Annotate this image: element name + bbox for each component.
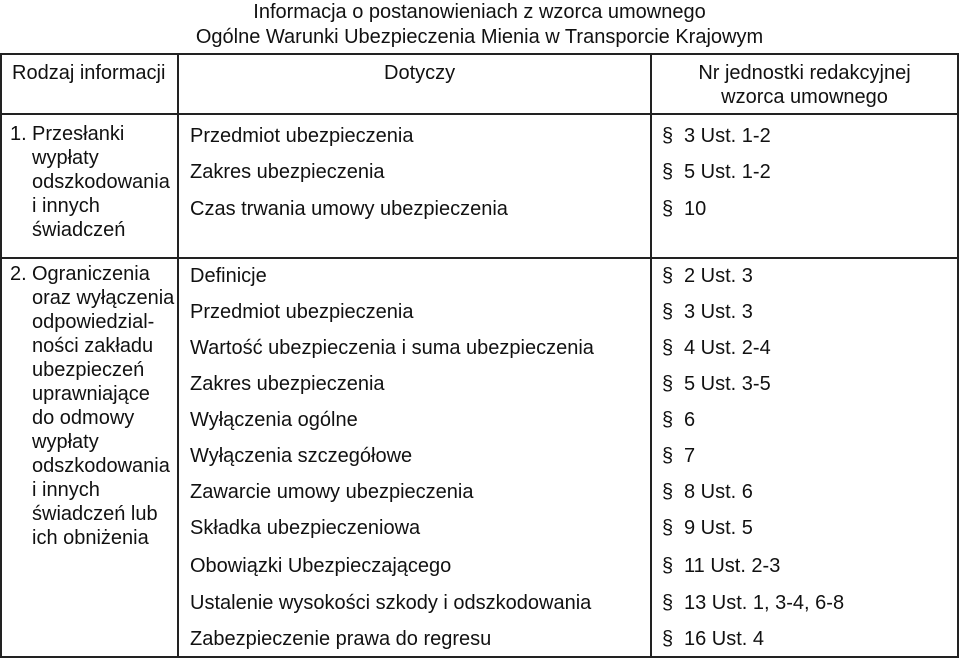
table-top-border <box>0 53 959 55</box>
section1-bottom-border <box>0 257 959 259</box>
section-symbol: § <box>662 265 674 287</box>
section-symbol: § <box>662 592 674 614</box>
category-line: świadczeń lub <box>32 503 158 525</box>
section-symbol: § <box>662 161 674 183</box>
table-left-border <box>0 53 2 658</box>
column-divider-2 <box>650 53 652 658</box>
section-symbol: § <box>662 445 674 467</box>
table-row-label: Zakres ubezpieczenia <box>190 373 385 395</box>
table-row-ref <box>662 627 764 651</box>
category-line: wypłaty <box>32 147 99 169</box>
ref-value: 3 Ust. 1-2 <box>684 125 771 147</box>
category-line: świadczeń <box>32 219 126 241</box>
section-symbol: § <box>662 198 674 220</box>
section-symbol: § <box>662 481 674 503</box>
table-row-label: Wartość ubezpieczenia i suma ubezpieczenia <box>190 337 594 359</box>
category-line: oraz wyłączenia <box>32 287 175 309</box>
ref-value: 11 Ust. 2-3 <box>684 555 781 577</box>
header-rodzaj-informacji: Rodzaj informacji <box>12 62 166 84</box>
table-row-ref <box>662 444 695 468</box>
section-symbol: § <box>662 409 674 431</box>
section-symbol: § <box>662 125 674 147</box>
table-row-ref <box>662 480 753 504</box>
table-row-label: Zakres ubezpieczenia <box>190 161 385 183</box>
table-row-label: Definicje <box>190 265 267 287</box>
ref-value: 10 <box>684 198 707 220</box>
section-symbol: § <box>662 555 674 577</box>
category-line: do odmowy <box>32 407 135 429</box>
category-line: odpowiedzial- <box>32 311 155 333</box>
ref-value: 5 Ust. 1-2 <box>684 161 771 183</box>
category-line: i innych <box>32 195 100 217</box>
ref-value: 4 Ust. 2-4 <box>684 337 771 359</box>
category-line: uprawniające <box>32 383 150 405</box>
header-bottom-border <box>0 113 959 115</box>
header-nr-jednostki-line2: wzorca umownego <box>721 86 888 108</box>
section-symbol: § <box>662 628 674 650</box>
section-symbol: § <box>662 301 674 323</box>
header-nr-jednostki-line1: Nr jednostki redakcyjnej <box>698 62 911 84</box>
category-line: ubezpieczeń <box>32 359 145 381</box>
section-symbol: § <box>662 517 674 539</box>
table-bottom-border <box>0 656 959 658</box>
table-row-label: Przedmiot ubezpieczenia <box>190 125 414 147</box>
category-line: ich obniżenia <box>32 527 149 549</box>
category-line: ności zakładu <box>32 335 154 357</box>
category-line: Przesłanki <box>32 123 125 145</box>
table-row-ref <box>662 408 695 432</box>
table-row-ref <box>662 372 771 396</box>
table-row-label: Ustalenie wysokości szkody i odszkodowania <box>190 592 592 614</box>
table-row-label: Składka ubezpieczeniowa <box>190 517 421 539</box>
ref-value: 7 <box>684 445 696 467</box>
table-row-ref <box>662 516 753 540</box>
table-row-label: Zabezpieczenie prawa do regresu <box>190 628 492 650</box>
document-subtitle: Ogólne Warunki Ubezpieczenia Mienia w Transporcie Krajowym <box>195 26 764 48</box>
ref-value: 5 Ust. 3-5 <box>684 373 771 395</box>
section-symbol: § <box>662 373 674 395</box>
table-row-ref <box>662 160 771 184</box>
category-line: wypłaty <box>32 431 99 453</box>
ref-value: 16 Ust. 4 <box>684 628 765 650</box>
ref-value: 2 Ust. 3 <box>684 265 753 287</box>
ref-value: 3 Ust. 3 <box>684 301 753 323</box>
category-section-1 <box>10 122 170 242</box>
table-row-label: Przedmiot ubezpieczenia <box>190 301 414 323</box>
table-row-label: Zawarcie umowy ubezpieczenia <box>190 481 474 503</box>
table-row-ref <box>662 300 753 324</box>
category-line: i innych <box>32 479 100 501</box>
table-row-label: Obowiązki Ubezpieczającego <box>190 555 452 577</box>
category-section-2 <box>10 262 175 550</box>
table-row-ref <box>662 197 706 221</box>
ref-value: 13 Ust. 1, 3-4, 6-8 <box>684 592 845 614</box>
table-row-label: Wyłączenia szczegółowe <box>190 445 413 467</box>
section-number: 2. <box>10 263 27 285</box>
table-row-ref <box>662 591 844 615</box>
table-row-ref <box>662 264 753 288</box>
table-row-label: Wyłączenia ogólne <box>190 409 358 431</box>
ref-value: 9 Ust. 5 <box>684 517 753 539</box>
ref-value: 6 <box>684 409 696 431</box>
header-dotyczy: Dotyczy <box>384 62 456 84</box>
ref-value: 8 Ust. 6 <box>684 481 753 503</box>
section-symbol: § <box>662 337 674 359</box>
column-divider-1 <box>177 53 179 658</box>
table-row-label: Czas trwania umowy ubezpieczenia <box>190 198 508 220</box>
header-nr-jednostki <box>652 61 957 109</box>
document-title: Informacja o postanowieniach z wzorca umownego <box>253 1 706 23</box>
category-line: odszkodowania <box>32 171 170 193</box>
table-row-ref <box>662 336 771 360</box>
table-row-ref <box>662 124 771 148</box>
section-number: 1. <box>10 123 27 145</box>
category-line: odszkodowania <box>32 455 170 477</box>
category-line: Ograniczenia <box>32 263 150 285</box>
table-row-ref <box>662 554 780 578</box>
